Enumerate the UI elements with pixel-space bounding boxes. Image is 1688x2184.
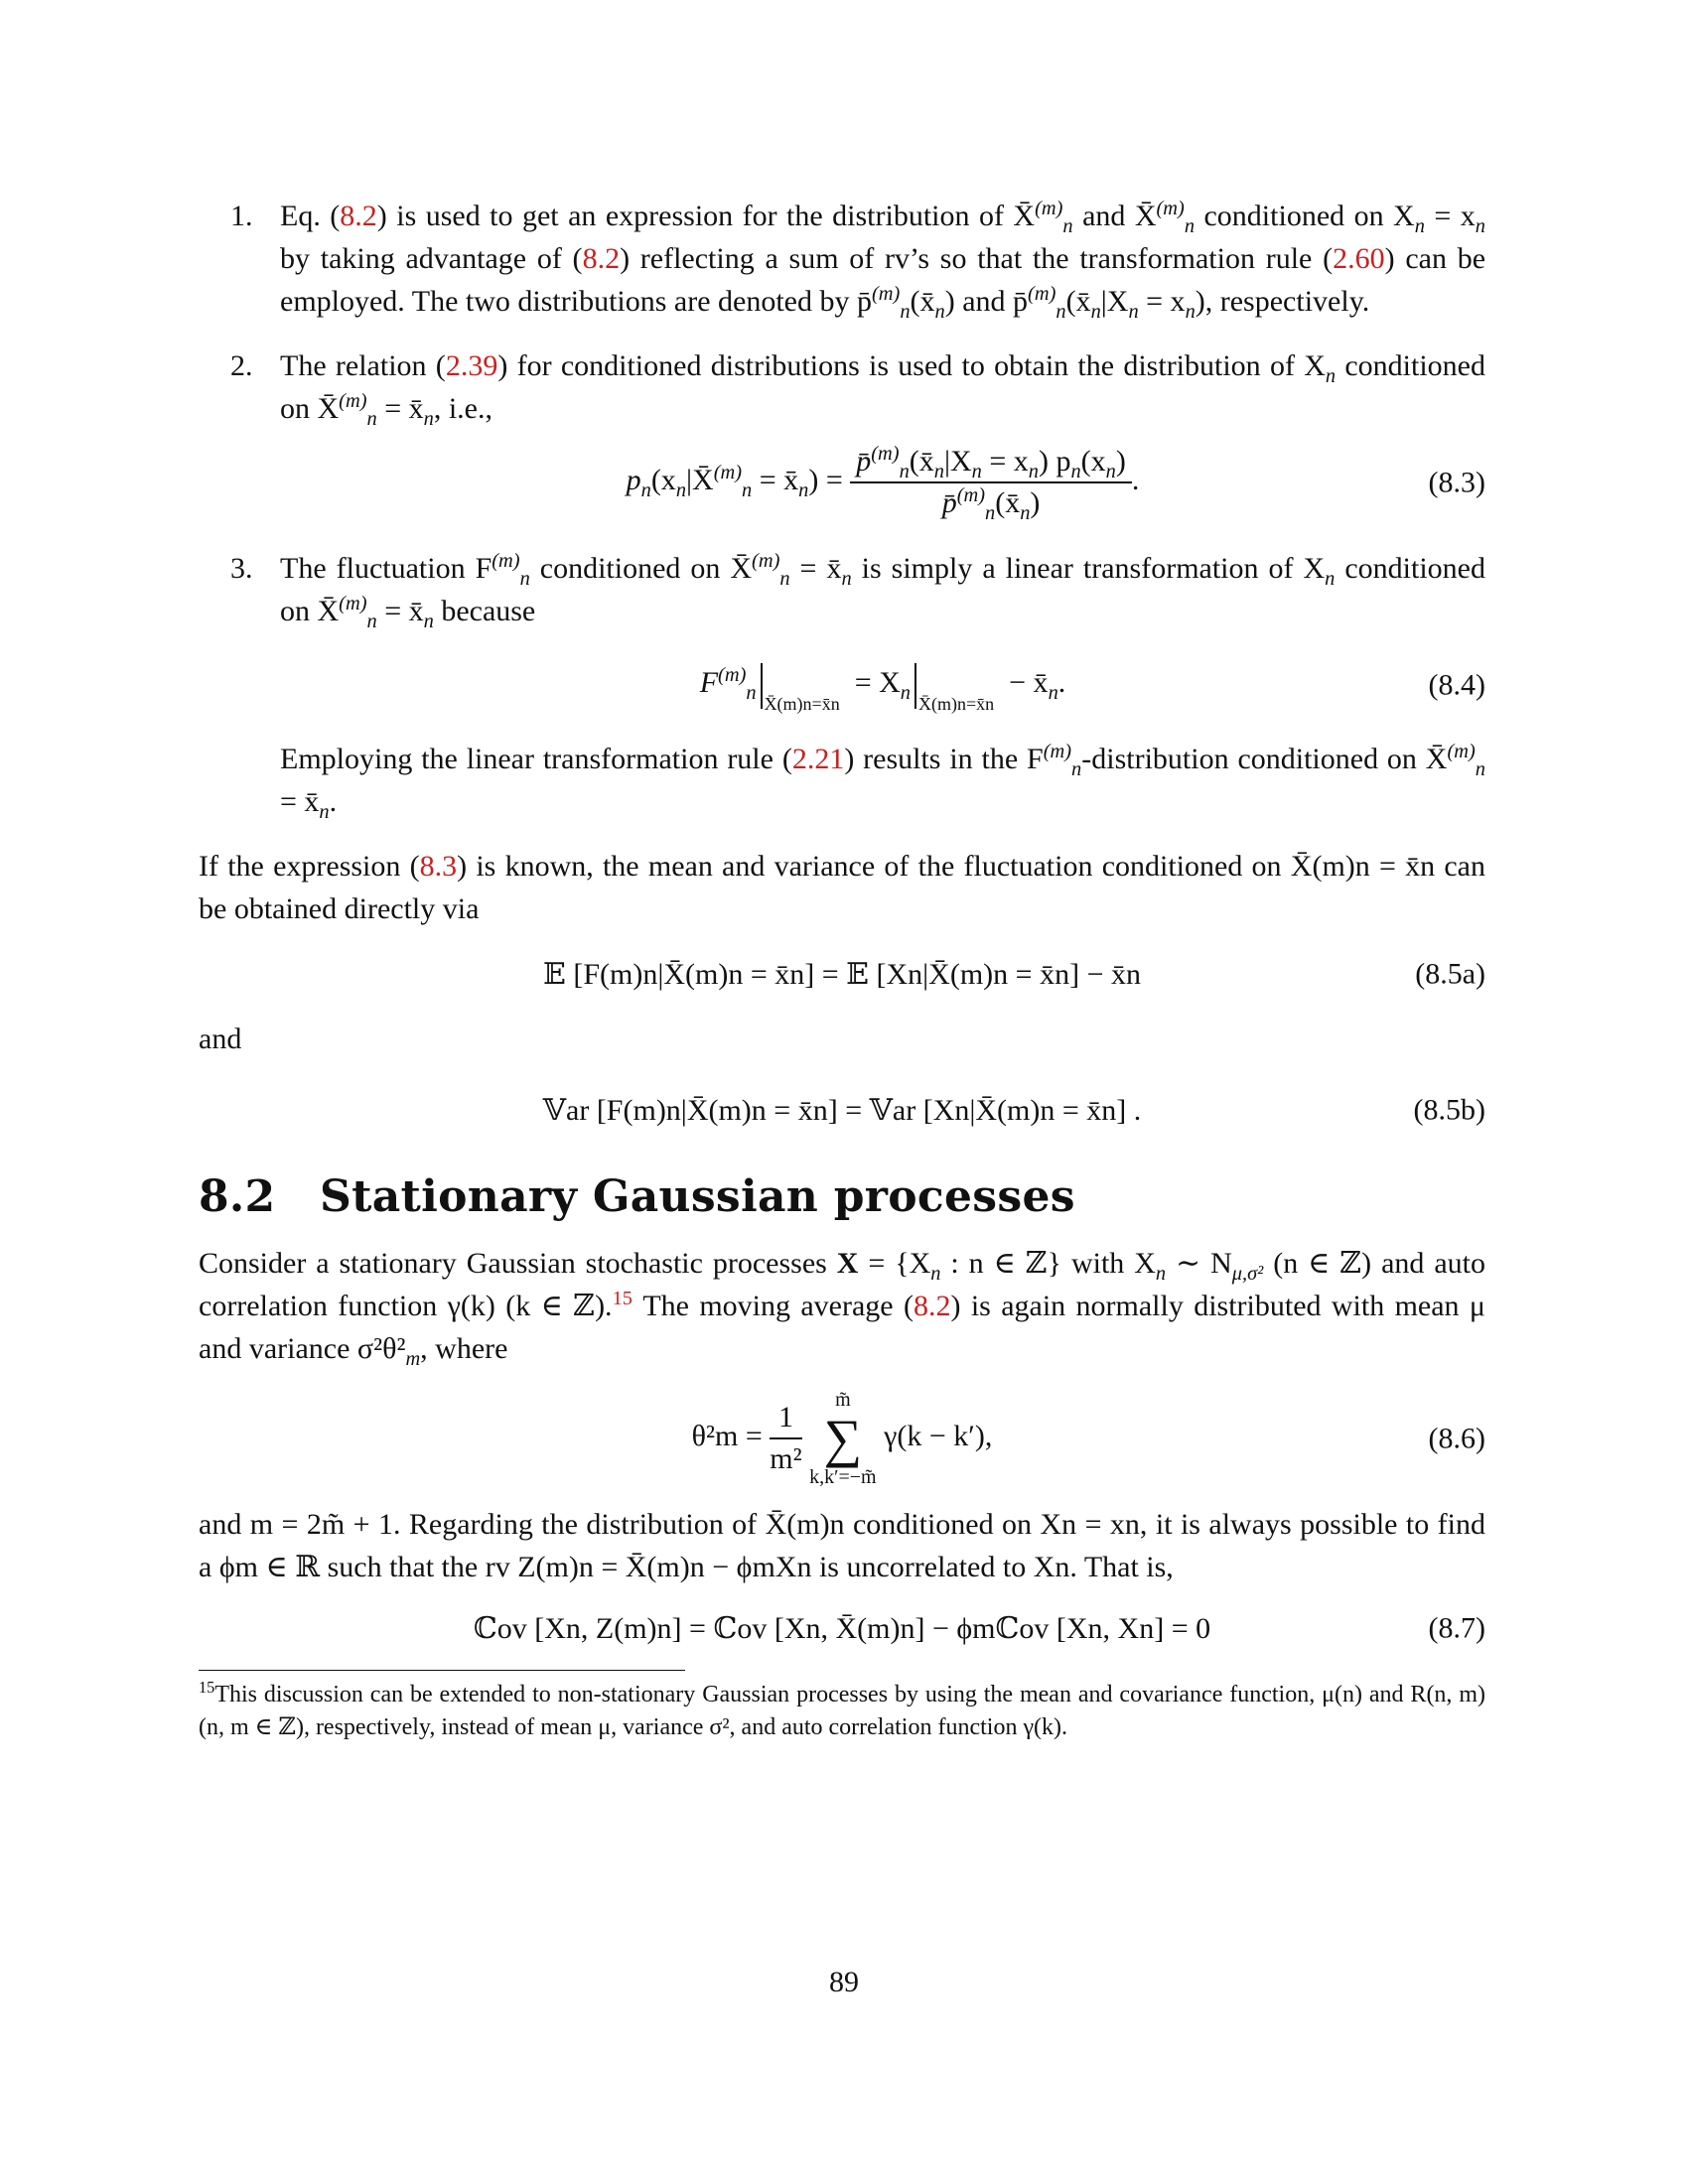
paragraph-if-known: If the expression (8.3) is known, the mean and variance of the fluctuation conditioned on X̄(m)n = x̄n can be obtained directly via	[199, 850, 1486, 925]
footnote-number: 15	[199, 1678, 215, 1697]
page-body	[199, 195, 1485, 1744]
equation-8-6: θ²m = $\frac{1}{\text{m²}}$ m̃ ∑ k,k′=−m̃ γ(k − k′), (8.6)	[691, 1389, 1485, 1488]
footnote-marker[interactable]: 15	[612, 1288, 633, 1309]
equation-number: (8.4)	[1428, 668, 1485, 702]
equation-ref-link[interactable]: 8.2	[582, 242, 621, 275]
list-number: 2.	[230, 349, 253, 382]
fraction: $\frac{1}{\text{m²}}$	[770, 1398, 801, 1479]
equation-ref-link[interactable]: 8.2	[913, 1290, 951, 1322]
equation-ref-link[interactable]: 2.39	[445, 349, 498, 382]
equation-number: (8.3)	[1428, 466, 1485, 499]
section-heading	[199, 1171, 1485, 1222]
page-number: 89	[829, 1966, 859, 1998]
list-item: 1. Eq. (8.2) is used to get an expression for the distribution of X̄$^{(m)}_n$ and X̄$^{(m)}_n$ conditioned on $X_n = x_n$ by taking advantage of (8.2) reflecting a sum of rv’s so that the transformation rule (2.60) can be employed. The two distributions are denoted by $p̄^{(m)}_n(x̄_n)$ and $p̄^{(m)}_n(x̄_n|X_n = x_n)$, respectively.	[199, 195, 1485, 323]
list-number: 1.	[230, 200, 253, 232]
equation-number: (8.7)	[1428, 1611, 1485, 1645]
summation: m̃ ∑ k,k′=−m̃	[809, 1389, 877, 1488]
equation-ref-link[interactable]: 8.2	[340, 200, 377, 232]
footnote-divider	[199, 1670, 685, 1671]
equation-8-5b: 𝕍ar [F(m)n|X̄(m)n = x̄n] = 𝕍ar [Xn|X̄(m)n = x̄n] . (8.5b)	[199, 1080, 1485, 1140]
paragraph-regarding: and m = 2m̃ + 1. Regarding the distribution of X̄(m)n conditioned on Xn = xn, it is always possible to find a ϕm ∈ ℝ such that the rv Z(m)n = X̄(m)n − ϕmXn is uncorrelated to Xn. That is,	[199, 1508, 1485, 1583]
equation-ref-link[interactable]: 2.21	[791, 743, 845, 775]
paragraph-stationary: Consider a stationary Gaussian stochastic processes $X = \{X_n$ : n ∈ ℤ} with $X_n$ ∼ $N_{\mu,\sigma^2}$ (n ∈ ℤ) and auto correlation function γ(k) (k ∈ ℤ).$^{15}$ The moving average (8.2) is again normally distributed with mean μ and variance $\sigma^2\theta^2_m$, where	[199, 1247, 1485, 1370]
list-item: 2. The relation (2.39) for conditioned distributions is used to obtain the distribution of $X_n$ conditioned on X̄$^{(m)}_n$ = $x̄_n$, i.e., $p_n(x_n|X̄^{(m)}_n$ = $x̄_n$) = $\frac{p̄^{(m)}_n(x̄_n|X_n = x_n) p_n(x_n)}{p̄^{(m)}_n(x̄_n)}$ . (8.3)	[199, 344, 1485, 525]
connector-and: and	[199, 1023, 242, 1055]
list-number: 3.	[230, 552, 253, 585]
equation-8-5a: 𝔼 [F(m)n|X̄(m)n = x̄n] = 𝔼 [Xn|X̄(m)n = x̄n] − x̄n (8.5a)	[199, 944, 1485, 1004]
equation-number: (8.6)	[1428, 1422, 1485, 1455]
list-item-continuation: Employing the linear transformation rule (2.21) results in the $F^{(m)}_n$-distribution conditioned on X̄$^{(m)}_n$ = $x̄_n$.	[280, 741, 1485, 823]
list-item: 3. The fluctuation $F^{(m)}_n$ conditioned on X̄$^{(m)}_n$ = $x̄_n$ is simply a linear transformation of $X_n$ conditioned on X̄$^{(m)}_n$ = $x̄_n$ because $F^{(m)}_n$ $_{X̄(m)n=x̄n} = X_n$ $_{X̄(m)n=x̄n} - x̄_n$. (8.4) Employing the linear transformation rule (2.21) results in the $F^{(m)}_n$-distribution conditioned on X̄$^{(m)}_n$ = $x̄_n$.	[199, 547, 1485, 823]
equation-ref-link[interactable]: 8.3	[419, 850, 458, 883]
equation-ref-link[interactable]: 2.60	[1333, 242, 1385, 275]
equation-number: (8.5b)	[1413, 1093, 1485, 1127]
footnote: $^{15}$This discussion can be extended to non-stationary Gaussian processes by using the mean and covariance function, μ(n) and R(n, m) (n, m ∈ ℤ), respectively, instead of mean μ, variance σ², and auto correlation function γ(k).	[199, 1678, 1485, 1740]
derivation-steps	[199, 195, 1485, 823]
equation-8-7: ℂov [Xn, Z(m)n] = ℂov [Xn, X̄(m)n] − ϕmℂov [Xn, Xn] = 0 (8.7)	[199, 1602, 1485, 1654]
fraction: $\frac{p̄^{(m)}_n(x̄_n|X_n = x_n) p_n(x_n)}{p̄^{(m)}_n(x̄_n)}$	[850, 442, 1132, 523]
section-title: Stationary Gaussian processes	[320, 1171, 1075, 1222]
equation-8-4: $F^{(m)}_n$ $_{X̄(m)n=x̄n} = X_n$ $_{X̄(m)n=x̄n} - x̄_n$. (8.4)	[699, 664, 1485, 715]
equation-8-3: $p_n(x_n|X̄^{(m)}_n$ = $x̄_n$) = $\frac{p̄^{(m)}_n(x̄_n|X_n = x_n) p_n(x_n)}{p̄^{(m)}_n(x̄_n)}$ . (8.3)	[626, 443, 1485, 524]
equation-number: (8.5a)	[1415, 957, 1485, 991]
section-number: 8.2	[199, 1171, 276, 1222]
